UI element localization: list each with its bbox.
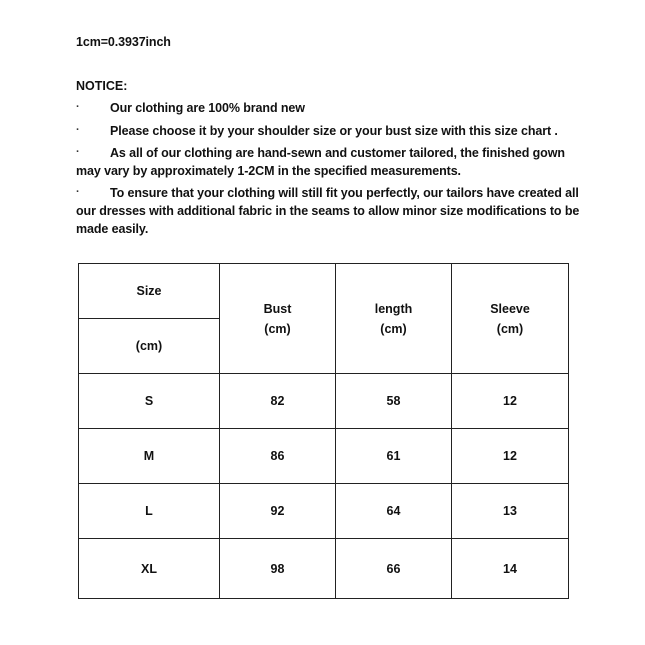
unit-conversion: 1cm=0.3937inch bbox=[76, 35, 171, 49]
size-header-cell bbox=[79, 264, 220, 319]
sleeve-cell: 13 bbox=[452, 484, 569, 539]
notice-line-4: may vary by approximately 1-2CM in the specified measurements. bbox=[76, 164, 461, 178]
notice-line-5: To ensure that your clothing will still fit you perfectly, our tailors have created all bbox=[110, 186, 579, 200]
size-cell: L bbox=[79, 484, 220, 539]
length-header-label: length bbox=[374, 301, 413, 316]
length-header-unit: (cm) bbox=[380, 321, 407, 336]
size-cell: M bbox=[79, 429, 220, 484]
length-cell: 61 bbox=[336, 429, 452, 484]
bullet-4: · bbox=[76, 186, 80, 198]
sleeve-header-cell bbox=[452, 264, 569, 374]
notice-line-7: made easily. bbox=[76, 222, 149, 236]
table-row bbox=[79, 484, 569, 539]
notice-title: NOTICE: bbox=[76, 79, 128, 93]
length-cell: 66 bbox=[336, 539, 452, 599]
notice-line-2: Please choose it by your shoulder size or your bust size with this size chart . bbox=[110, 124, 558, 138]
bust-cell: 92 bbox=[220, 484, 336, 539]
bust-cell: 82 bbox=[220, 374, 336, 429]
bust-cell: 86 bbox=[220, 429, 336, 484]
bust-header-unit: (cm) bbox=[264, 321, 291, 336]
table-row bbox=[79, 539, 569, 599]
length-cell: 64 bbox=[336, 484, 452, 539]
bust-header-cell bbox=[220, 264, 336, 374]
table-row bbox=[79, 374, 569, 429]
bullet-2: · bbox=[76, 124, 80, 136]
size-chart-table bbox=[78, 263, 569, 599]
size-unit-cell bbox=[79, 319, 220, 374]
sleeve-cell: 14 bbox=[452, 539, 569, 599]
length-header-cell bbox=[336, 264, 452, 374]
length-cell: 58 bbox=[336, 374, 452, 429]
notice-line-3: As all of our clothing are hand-sewn and customer tailored, the finished gown bbox=[110, 146, 565, 160]
sleeve-header-label: Sleeve bbox=[490, 301, 530, 316]
sleeve-cell: 12 bbox=[452, 374, 569, 429]
size-header-label: Size bbox=[136, 284, 162, 298]
notice-line-6: our dresses with additional fabric in the seams to allow minor size modifications to be bbox=[76, 204, 580, 218]
bust-cell: 98 bbox=[220, 539, 336, 599]
size-unit-label: (cm) bbox=[135, 339, 163, 353]
bust-header-label: Bust bbox=[263, 301, 292, 316]
table-row bbox=[79, 429, 569, 484]
sleeve-cell: 12 bbox=[452, 429, 569, 484]
size-cell: S bbox=[79, 374, 220, 429]
size-cell: XL bbox=[79, 539, 220, 599]
bullet-1: · bbox=[76, 101, 80, 113]
sleeve-header-unit: (cm) bbox=[496, 321, 524, 336]
bullet-3: · bbox=[76, 146, 80, 158]
notice-line-1: Our clothing are 100% brand new bbox=[110, 101, 305, 115]
